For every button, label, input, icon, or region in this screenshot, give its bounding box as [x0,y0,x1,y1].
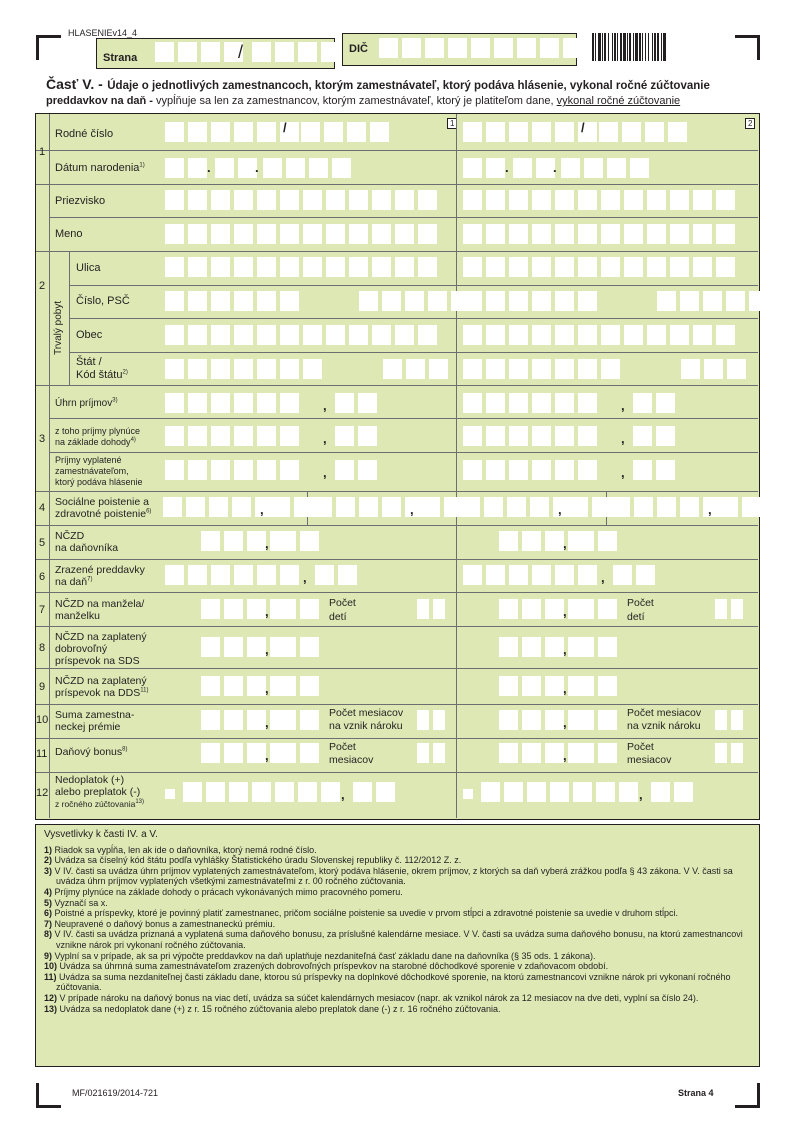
col2-label-deti: detí [627,611,645,623]
note-number: 6) [44,908,53,919]
label-zrazene-preddavky [55,564,145,588]
note-number: 13) [44,1003,58,1014]
col2-zdravotne-cents-input[interactable] [719,497,761,517]
col2-manzel-comma: , [563,604,567,619]
note-number: 12) [44,992,58,1003]
col2-z-toho-cents-input[interactable] [633,426,675,446]
notes-title: Vysvetlivky k časti IV. a V. [44,829,158,840]
col1-socialne-input[interactable] [163,497,274,517]
col2-dds-input[interactable] [499,676,587,696]
label-z-toho-line2: na základe dohody [55,437,131,447]
col1-prijmy-cents-input[interactable] [335,460,377,480]
col2-uhrn-prijmov-input[interactable] [463,393,597,413]
col2-kod-statu-input[interactable] [681,359,746,379]
part-title-main: Časť V. - [46,76,103,92]
row-divider [36,738,758,739]
footer-page: Strana 4 [678,1088,714,1098]
column-divider [456,114,457,818]
row-number-6: 6 [39,571,46,583]
note-number: 8) [44,929,53,940]
col1-kod-statu-input[interactable] [383,359,448,379]
label-nczd-dds [55,675,148,699]
col1-nczd-comma: , [265,536,269,551]
col1-uhrn-cents-input[interactable] [335,393,377,413]
col1-cislo-input[interactable] [165,291,299,311]
part-title-rest: Údaje o jednotlivých zamestnancoch, ktorým zamestnávateľ, ktorý podáva hlásenie, vykonal ročné zúčtovanie [107,80,710,92]
col2-nedo-comma: , [639,787,643,802]
col1-datum-dot-2: . [255,160,259,175]
label-uhrn-prijmov-text: Úhrn príjmov [55,398,113,409]
note-text: V prípade nároku na daňový bonus na viac detí, uvádza sa súčet kalendárnych mesiacov (napr. ak vznikol nárok za 12 mesiacov na dve deti, vyplní sa číslo 24). [59,992,699,1003]
label-sds-line3: príspevok na SDS [55,655,140,667]
col2-pocet-mesiacov-premia-input[interactable] [715,710,743,730]
part-subtitle-underlined: vykonal ročné zúčtovanie [556,95,681,107]
col1-sds-input[interactable] [201,637,289,657]
col1-manzel-cents-input[interactable] [277,599,319,619]
row-divider [36,525,758,526]
label-socialne-poistenie [55,496,151,520]
explanatory-notes [44,830,754,1014]
col2-zrazene-input[interactable] [463,565,597,585]
col1-manzel-input[interactable] [201,599,289,619]
col2-cislo-input[interactable] [463,291,597,311]
note-number: 2) [44,855,53,866]
col1-nedo-comma: , [341,787,345,802]
label-cislo-psc: Číslo, PSČ [76,295,130,307]
col2-prijmy-comma: , [621,465,625,480]
col2-zrazene-cents-input[interactable] [613,565,655,585]
corner-mark-bottom-left [36,1083,61,1108]
col2-psc-input[interactable] [657,291,768,311]
row-number-10: 10 [36,714,49,726]
label-nczd-line1: NČZD [55,530,85,542]
col2-label-mesiacov-bonus: mesiacov [627,754,672,766]
row-divider [36,668,758,669]
col1-zdr-comma: , [410,502,414,517]
row-divider [36,592,758,593]
label-bonus-text: Daňový bonus [55,746,123,758]
col2-datum-mesiac-input[interactable] [513,158,555,178]
note-number: 9) [44,950,53,961]
col1-label-pocet-bonus: Počet [329,741,356,753]
note-text: Riadok sa vypĺňa, len ak ide o daňovníka, ktorý nemá rodné číslo. [54,844,317,855]
note-text: Neupravené o daňový bonus a zamestnaneckú prémiu. [54,918,276,929]
note-item [44,845,754,856]
col2-dds-cents-input[interactable] [575,676,617,696]
col1-premia-cents-input[interactable] [277,710,319,730]
label-rodne-cislo: Rodné číslo [55,128,114,140]
col1-dds-cents-input[interactable] [277,676,319,696]
col1-bonus-cents-input[interactable] [277,743,319,763]
note-item [44,855,754,866]
label-z-toho-line1: z toho príjmy plynúce [55,426,141,436]
col1-pocet-mesiacov-premia-input[interactable] [417,710,445,730]
col2-socialne-input[interactable] [461,497,572,517]
col2-z-toho-input[interactable] [463,426,597,446]
label-prijmy-vyplatene [55,455,143,488]
row-divider [36,626,758,627]
strana-total-input[interactable] [252,42,340,62]
row-number-divider [49,114,50,818]
label-suma-premie [55,709,134,733]
col2-datum-rok-input[interactable] [561,158,649,178]
note-number: 11) [44,971,57,982]
col2-pocet-mesiacov-bonus-input[interactable] [715,743,743,763]
col2-uhrn-cents-input[interactable] [633,393,675,413]
row-number-1: 1 [39,146,46,158]
row-divider [70,318,758,319]
label-prijmy-line1: Príjmy vyplatené [55,455,122,465]
col1-uhrn-prijmov-input[interactable] [165,393,299,413]
note-number: 10) [44,961,58,972]
col1-datum-den-input[interactable] [165,158,207,178]
note-item [44,929,754,950]
note-text: Uvádza sa suma nezdaniteľnej časti základu dane, ktorou sú príspevky na doplnkové dôchodkové sporenie, na ktorú zamestnancovi vznikne nárok pri vykonaní ročného zúčtovania. [56,971,731,993]
row-divider [50,217,758,218]
corner-mark-bottom-right [735,1083,760,1108]
label-nedo-line2: alebo preplatok (-) [55,786,141,798]
note-number: 1) [44,844,53,855]
part-subtitle-bold: preddavkov na daň - [46,95,153,107]
row-number-7: 7 [39,604,46,616]
footnote-ref-7: 7) [87,576,93,583]
col2-label-pocet-bonus: Počet [627,741,654,753]
label-manzel-line1: NČZD na manžela/ [55,598,145,610]
col1-z-toho-input[interactable] [165,426,299,446]
col1-rodne-cislo-suffix-input[interactable] [301,122,389,142]
footnote-ref-11: 11) [140,687,149,694]
col1-sds-comma: , [265,642,269,657]
col2-nczd-danovnik-input[interactable] [499,531,587,551]
col2-rodne-cislo-input[interactable] [463,122,597,142]
label-trvaly-pobyt: Trvalý pobyt [53,300,64,355]
col2-manzel-cents-input[interactable] [575,599,617,619]
label-zrazene-line1: Zrazené preddavky [55,564,145,576]
col2-bonus-input[interactable] [499,743,587,763]
label-prijmy-line3: ktorý podáva hlásenie [55,477,143,487]
col1-datum-rok-input[interactable] [263,158,351,178]
footer-code: MF/021619/2014-721 [72,1088,159,1098]
col1-soc-comma: , [260,502,264,517]
part-title [46,76,756,94]
note-text: Uvádza sa číselný kód štátu podľa vyhlášky Štatistického úradu Slovenskej republiky č. 112/2012 Z. z. [54,855,462,866]
footnote-ref-6: 6) [146,508,152,515]
corner-mark-top-left [36,35,61,60]
strana-label: Strana [103,52,138,64]
col2-sds-input[interactable] [499,637,587,657]
row-number-12: 12 [36,787,49,799]
note-item [44,951,754,962]
col1-z-toho-comma: , [323,431,327,446]
row-number-9: 9 [39,681,46,693]
label-ulica: Ulica [76,262,101,274]
col2-premia-input[interactable] [499,710,587,730]
row-divider [50,418,758,419]
col1-z-toho-cents-input[interactable] [335,426,377,446]
note-item [44,961,754,972]
row-divider [36,150,758,151]
col1-sds-cents-input[interactable] [277,637,319,657]
column-1-marker: 1 [447,118,457,129]
label-nczd-line2: na daňovníka [55,542,119,554]
col1-uhrn-comma: , [323,398,327,413]
row-number-5: 5 [39,537,46,549]
dic-label: DIČ [349,43,368,55]
row-number-3: 3 [39,433,46,445]
col1-label-mesiacov-bonus: mesiacov [329,754,374,766]
row-divider [36,704,758,705]
col1-nedoplatok-input[interactable] [183,782,340,802]
col1-label-na-vznik: na vznik nároku [329,720,403,732]
note-number: 7) [44,918,53,929]
col1-premia-input[interactable] [201,710,289,730]
row-divider [36,184,758,185]
col2-sds-comma: , [563,642,567,657]
col1-label-pocet-deti: Počet [329,597,356,609]
strana-slash: / [238,42,244,62]
note-item [44,1004,754,1015]
part-subtitle [46,95,680,107]
note-item [44,972,754,993]
row-divider [36,491,758,492]
col1-pocet-deti-input[interactable] [417,599,445,619]
col1-datum-mesiac-input[interactable] [215,158,257,178]
col1-premia-comma: , [265,715,269,730]
part-subtitle-text: vypĺňuje sa len za zamestnancov, ktorým zamestnávateľ, ktorý je platiteľom dane, [156,95,554,107]
col1-dds-comma: , [265,681,269,696]
note-item [44,866,754,887]
label-z-toho [55,426,140,448]
row-number-11: 11 [36,748,48,760]
col1-rodne-cislo-input[interactable] [165,122,299,142]
col1-nczd-cents-input[interactable] [277,531,319,551]
col1-priezvisko-input[interactable] [165,190,437,210]
col2-nczd-cents-input[interactable] [575,531,617,551]
label-suma-line2: neckej prémie [55,721,121,733]
note-item [44,993,754,1004]
barcode [592,33,716,61]
col2-nedoplatok-input[interactable] [481,782,638,802]
col1-dds-input[interactable] [201,676,289,696]
note-text: Príjmy plynúce na základe dohody o prácach vykonávaných mimo pracovného pomeru. [54,886,403,897]
note-number: 3) [44,865,53,876]
col1-zdravotne-input[interactable] [313,497,424,517]
row-divider [70,352,758,353]
col1-pocet-mesiacov-bonus-input[interactable] [417,743,445,763]
row-divider [36,772,758,773]
footnote-ref-2: 2) [122,369,128,376]
col2-premia-cents-input[interactable] [575,710,617,730]
row-divider [36,559,758,560]
note-text: Uvádza sa nedoplatok dane (+) z r. 15 ročného zúčtovania alebo preplatok dane (-) z r. 16 ročného zúčtovania. [59,1003,501,1014]
col2-bonus-cents-input[interactable] [575,743,617,763]
col2-soc-comma: , [558,502,562,517]
label-prijmy-line2: zamestnávateľom, [55,466,129,476]
col2-prijmy-cents-input[interactable] [633,460,675,480]
column-2-marker: 2 [745,118,755,129]
label-danovy-bonus [55,746,127,758]
note-text: Vyznačí sa x. [54,897,108,908]
note-text: Poistné a príspevky, ktoré je povinný platiť zamestnanec, pričom sociálne poistenie sa uvedie v prvom stĺpci a zdravotné poistenie sa uvedie v druhom stĺpci. [54,908,679,919]
label-manzel-line2: manželku [55,610,100,622]
col2-nczd-comma: , [563,536,567,551]
col1-zdravotne-cents-input[interactable] [421,497,463,517]
col1-ulica-input[interactable] [165,257,437,277]
col1-zrazene-input[interactable] [165,565,299,585]
label-nedo-line3: z ročného zúčtovania [55,799,136,809]
col2-datum-den-input[interactable] [463,158,505,178]
footnote-ref-1: 1) [139,162,145,169]
label-uhrn-prijmov [55,398,118,410]
col2-rodne-cislo-slash: / [581,120,585,135]
col2-nedoplatok-cents-input[interactable] [651,782,693,802]
col2-datum-dot-2: . [553,160,557,175]
col2-ulica-input[interactable] [463,257,735,277]
label-sds-line1: NČZD na zaplatený [55,631,147,643]
label-meno: Meno [55,228,83,240]
col1-bonus-input[interactable] [201,743,289,763]
col1-sign-checkbox[interactable] [165,789,175,799]
col1-meno-input[interactable] [165,224,437,244]
col1-zrazene-cents-input[interactable] [315,565,357,585]
row-number-4: 4 [39,502,46,514]
col1-datum-dot-1: . [207,160,211,175]
label-soc-line2: zdravotné poistenie [55,508,147,520]
row-divider [50,452,758,453]
form-code: HLASENIEv14_4 [68,28,138,38]
col2-zrazene-comma: , [601,570,605,585]
col2-priezvisko-input[interactable] [463,190,735,210]
footnote-ref-13: 13) [135,799,144,806]
row-divider [36,385,758,386]
footnote-ref-4: 4) [130,437,136,443]
label-kod-statu [76,369,128,381]
label-zrazene-line2: na daň [55,576,88,588]
footnote-ref-3: 3) [112,397,118,404]
label-priezvisko: Priezvisko [55,195,106,207]
col1-manzel-comma: , [265,604,269,619]
col1-obec-input[interactable] [165,325,437,345]
col1-rodne-cislo-slash: / [283,120,287,135]
col2-datum-dot-1: . [505,160,509,175]
col2-zdravotne-input[interactable] [611,497,722,517]
note-item [44,908,754,919]
label-obec: Obec [76,329,103,341]
note-item [44,898,754,909]
label-nedo-line1: Nedoplatok (+) [55,774,125,786]
col2-label-na-vznik: na vznik nároku [627,720,701,732]
row-number-2: 2 [39,280,46,292]
col1-prijmy-comma: , [323,465,327,480]
col2-zdr-comma: , [708,502,712,517]
dic-input[interactable] [379,38,605,58]
strana-page-input[interactable] [155,42,243,62]
col1-zrazene-comma: , [303,570,307,585]
label-sds-line2: dobrovoľný [55,643,108,655]
col2-pocet-deti-input[interactable] [715,599,743,619]
row-divider [70,285,758,286]
note-item [44,919,754,930]
col2-prijmy-vyplatene-input[interactable] [463,460,597,480]
note-text: Vyplní sa v prípade, ak sa pri výpočte preddavkov na daň uplatňuje nezdaniteľná časť základu dane na daňovníka (§ 35 ods. 1 zákona). [54,950,596,961]
col1-bonus-comma: , [265,748,269,763]
col2-label-pocet-mesiacov: Počet mesiacov [627,707,702,719]
label-stat: Štát / [76,356,102,368]
col2-obec-input[interactable] [463,325,735,345]
label-soc-line1: Sociálne poistenie a [55,496,149,508]
col2-meno-input[interactable] [463,224,735,244]
col2-rodne-cislo-suffix-input[interactable] [599,122,687,142]
col1-nedoplatok-cents-input[interactable] [353,782,395,802]
col2-premia-comma: , [563,715,567,730]
label-nczd-danovnik [55,530,118,554]
col1-label-pocet-mesiacov: Počet mesiacov [329,707,404,719]
label-dds-line1: NČZD na zaplatený [55,675,147,687]
label-nczd-sds [55,631,147,667]
col1-stat-input[interactable] [165,359,322,379]
note-item [44,887,754,898]
col1-psc-input[interactable] [359,291,470,311]
col1-nczd-danovnik-input[interactable] [201,531,289,551]
col2-uhrn-comma: , [621,398,625,413]
col2-bonus-comma: , [563,748,567,763]
label-suma-line1: Suma zamestna- [55,709,135,721]
label-nedoplatok [55,774,144,810]
row-divider [36,251,758,252]
col2-dds-comma: , [563,681,567,696]
label-datum-narodenia [55,162,145,174]
col2-socialne-cents-input[interactable] [569,497,611,517]
note-text: V IV. časti sa uvádza priznaná a vyplatená suma daňového bonusu, za príslušné kalendárne mesiace. V V. časti sa uvádza suma daňového bonusu, na ktorú zamestnancovi vznikne nárok pri vykonaní ročného zúčtovania. [54,929,743,950]
corner-mark-top-right [735,35,760,60]
label-kod-statu-text: Kód štátu [76,369,123,381]
label-datum-narodenia-text: Dátum narodenia [55,162,140,174]
col2-label-pocet-deti: Počet [627,597,654,609]
footnote-ref-8: 8) [122,746,128,753]
note-number: 4) [44,886,53,897]
col2-manzel-input[interactable] [499,599,587,619]
col1-label-deti: detí [329,611,347,623]
label-dds-line2: príspevok na DDS [55,687,141,699]
note-text: V IV. časti sa uvádza úhrn príjmov vyplatených zamestnávateľom, ktorý podáva hlásenie, okrem príjmov, z ktorých sa daň vyberá zrážkou podľa § 43 zákona. V V. časti sa uvádza úhrn príjmov vyplatených všetkými zamestnávateľmi z r. 00 ročného zúčtovania. [54,865,733,887]
col1-prijmy-vyplatene-input[interactable] [165,460,299,480]
col1-socialne-cents-input[interactable] [271,497,313,517]
col2-sign-checkbox[interactable] [463,789,473,799]
col2-stat-input[interactable] [463,359,620,379]
note-text: Uvádza sa úhrnná suma zamestnávateľom zrazených dobrovoľných príspevkov na starobné dôchodkové sporenie v zdaňovacom období. [59,961,609,972]
label-nczd-manzel [55,598,144,622]
col2-sds-cents-input[interactable] [575,637,617,657]
col2-z-toho-comma: , [621,431,625,446]
row-number-8: 8 [39,642,46,654]
note-number: 5) [44,897,53,908]
